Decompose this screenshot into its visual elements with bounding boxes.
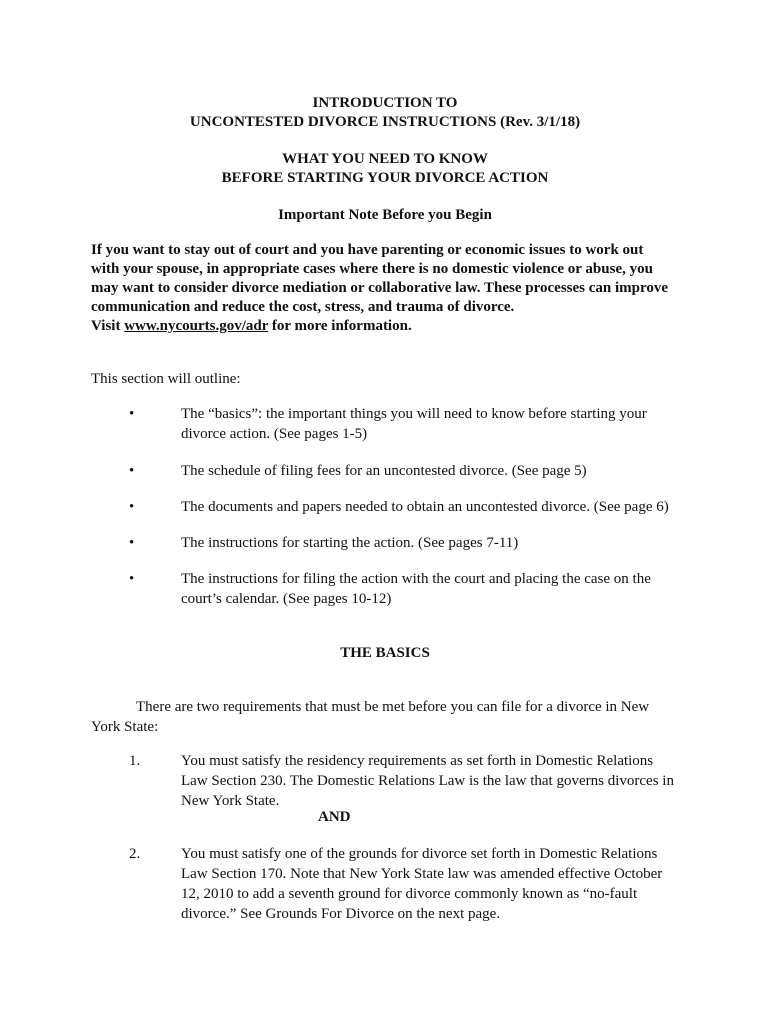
requirement-item [91,751,691,811]
requirement-line: divorce.” See Grounds For Divorce on the next page. [181,906,501,922]
list-item-line: The schedule of filing fees for an uncontested divorce. (See page 5) [181,463,587,479]
visit-suffix: for more information. [268,318,412,334]
intro-note [91,241,691,336]
doc-title-line-2: UNCONTESTED DIVORCE INSTRUCTIONS (Rev. 3/1/18) [189,114,581,130]
list-item-line: court’s calendar. (See pages 10-12) [181,591,392,607]
requirements-list [91,751,691,811]
paragraph-line: York State: [91,719,159,735]
doc-subtitle-line-2: BEFORE STARTING YOUR DIVORCE ACTION [221,170,549,186]
bullet-icon: • [129,499,135,515]
list-item [91,569,691,609]
intro-visit-line [91,317,691,336]
intro-line: may want to consider divorce mediation or collaborative law. These processes can improve [91,280,669,296]
basics-paragraph [91,697,671,737]
requirement-line: Law Section 170. Note that New York State law was amended effective October [181,866,663,882]
and-connector: AND [318,809,351,825]
intro-line: communication and reduce the cost, stress, and trauma of divorce. [91,299,515,315]
bullet-icon: • [129,535,135,551]
doc-subtitle-line-1: WHAT YOU NEED TO KNOW [282,151,488,167]
list-item-line: The instructions for filing the action with the court and placing the case on the [181,571,651,587]
list-item [91,533,691,553]
note-heading: Important Note Before you Begin [278,207,492,223]
outline-intro: This section will outline: [91,371,241,387]
requirement-line: Law Section 230. The Domestic Relations Law is the law that governs divorces in [181,773,674,789]
item-number: 2. [129,846,141,862]
requirement-item [91,844,691,924]
list-item-line: The documents and papers needed to obtain an uncontested divorce. (See page 6) [181,499,669,515]
visit-prefix: Visit [91,318,125,334]
list-item [91,461,691,481]
bullet-icon: • [129,571,135,587]
requirement-line: You must satisfy one of the grounds for divorce set forth in Domestic Relations [181,846,658,862]
list-item [91,404,691,444]
list-item [91,497,691,517]
bullet-icon: • [129,463,135,479]
requirement-line: You must satisfy the residency requirements as set forth in Domestic Relations [181,753,654,769]
requirement-line: New York State. [181,793,280,809]
section-heading-basics: THE BASICS [340,645,430,661]
item-number: 1. [129,753,141,769]
list-item-line: The “basics”: the important things you will need to know before starting your [181,406,647,422]
doc-title-line-1: INTRODUCTION TO [312,95,458,111]
paragraph-line: There are two requirements that must be met before you can file for a divorce in New [136,699,650,715]
bullet-icon: • [129,406,135,422]
list-item-line: The instructions for starting the action. (See pages 7-11) [181,535,519,551]
list-item-line: divorce action. (See pages 1-5) [181,426,368,442]
outline-list [91,404,691,609]
requirement-line: 12, 2010 to add a seventh ground for divorce commonly known as “no-fault [181,886,638,902]
intro-line: with your spouse, in appropriate cases where there is no domestic violence or abuse, you [91,261,653,277]
adr-link[interactable]: www.nycourts.gov/adr [124,318,269,334]
intro-line: If you want to stay out of court and you have parenting or economic issues to work out [91,242,644,258]
